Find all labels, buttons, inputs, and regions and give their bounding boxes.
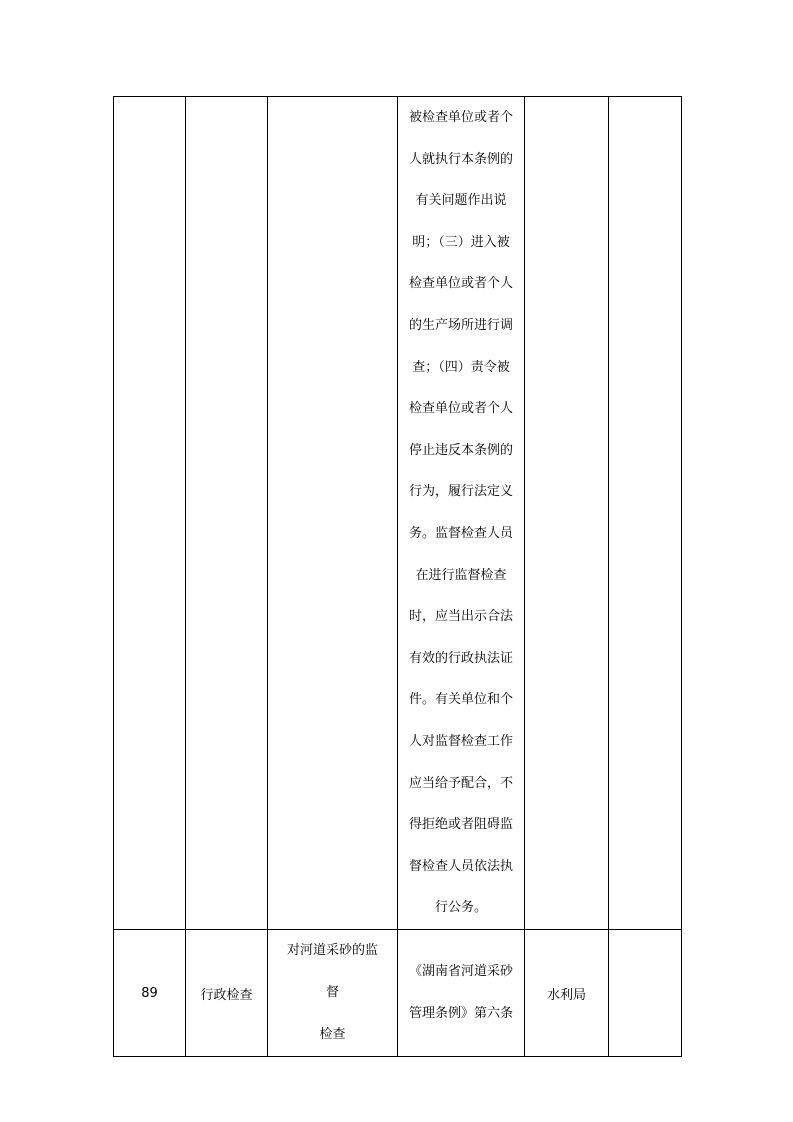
row-type: 行政检查 [200,987,253,1003]
number-cell [114,97,186,930]
regulation-table [113,96,682,1057]
number-cell [114,930,186,1057]
row-number: 89 [141,985,158,1001]
content-cell [268,930,398,1057]
basis-text: 《湖南省河道采砂 管理条例》第六条 [408,964,513,1021]
note-cell [609,930,682,1057]
basis-cell [398,930,525,1057]
row-department: 水利局 [546,987,586,1003]
basis-text: 被检查单位或者个 人就执行本条例的 有关问题作出说 明；（三）进入被 检查单位或者个人 的生产场所进行调 查；（四）责令被 检查单位或者个人 停止违反本条例的 行为，履行法定义 务。监督检查人员 在进行监督检查 时，应当出示合法 有效的行政执法证 件。有关单位和个 人对监督检查工作 应当给予配合，不 得拒绝或者阻碍监 督检查人员依法执 行公务。 [408,110,513,916]
content-text: 对河道采砂的监督 检查 [286,943,378,1042]
table-row-89 [114,930,682,1057]
table-row-continued [114,97,682,930]
department-cell [525,97,609,930]
type-cell [186,97,268,930]
content-cell [268,97,398,930]
note-cell [609,97,682,930]
basis-cell [398,97,525,930]
department-cell [525,930,609,1057]
type-cell [186,930,268,1057]
